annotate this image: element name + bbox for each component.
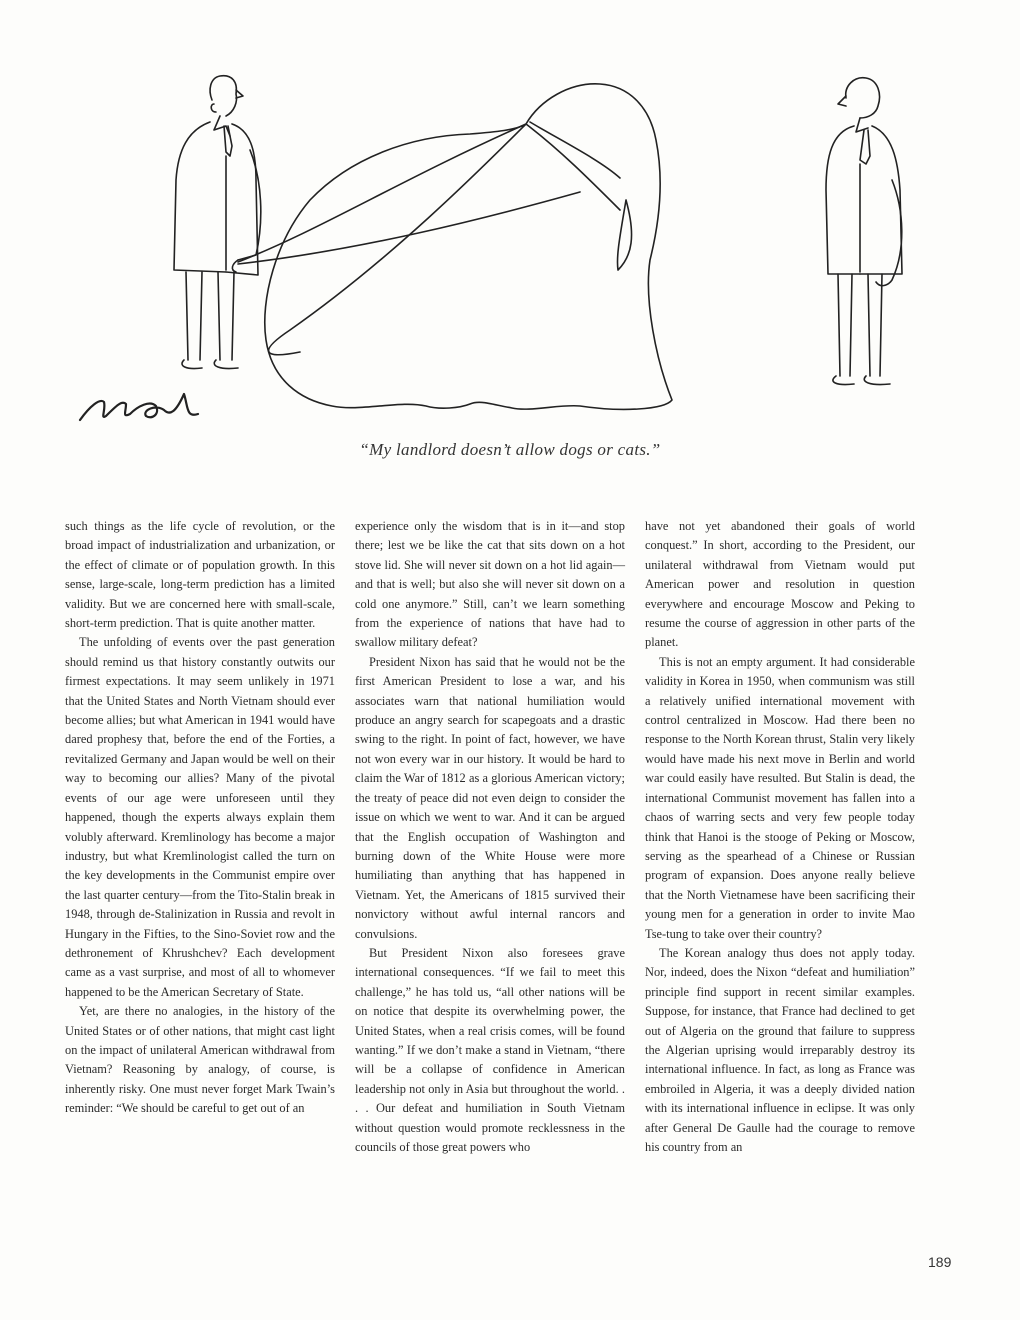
signature-mal: [80, 394, 198, 420]
paragraph: This is not an empty argument. It had considerable validity in Korea in 1950, when communism was still a relatively unified international movement with control centralized in Moscow. Had there been no response to the North Korean thrust, Stalin very likely would have made his next move in Berlin and world war could easily have resulted. But Stalin is dead, the international Communist movement has fallen into a chaos of warring sects and very few people today think that Hanoi is the stooge of Peking or Moscow, serving as the spearhead of a Chinese or Russian program of expansion. Does anyone really believe that the North Vietnamese have been sacrificing their young men for a generation in order to invite Mao Tse-tung to take over their country?: [645, 654, 915, 941]
text-column-1: [65, 517, 335, 1119]
text-column-3: [645, 517, 915, 1157]
paragraph: President Nixon has said that he would not be the first American President to lose a war, and his associates warn that national humiliation would produce an angry search for scapegoats and a drastic swing to the right. In point of fact, however, we have not won every war in our history. It would be hard to claim the War of 1812 as a glorious American victory; the treaty of peace did not even deign to consider the issue on which we went to war. And it can be argued that the English occupation of Washington and burning down of the White House were more humiliating than anything that has happened in Vietnam. Yet, the Americans of 1815 survived their nonvictory without awful internal rancors and convulsions.: [355, 654, 625, 941]
leash: [238, 124, 526, 355]
paragraph: The unfolding of events over the past generation should remind us that history constantly outwits our firmest expectations. It may seem unlikely in 1971 that the United States and North Vietnam should ever become allies; but what American in 1941 would have dared prophesy that, before the end of the Forties, a revitalized Germany and Japan would be well on their way to becoming our allies? Many of the pivotal events of our age were unforeseen until they happened, though the experts always explain them volubly afterward. Kremlinology has become a major industry, but what Kremlinologist called the turn on the key developments in the Communist empire over the last quarter century—from the Tito-Stalin break in 1948, through de-Stalinization in Russia and revolt in Hungary in the Fifties, to the Sino-Soviet row and the dethronement of Khrushchev? Each development came as a vast surprise, and most of all to whomever happened to be the American Secretary of State.: [65, 635, 335, 999]
paragraph: experience only the wisdom that is in it—and stop there; lest we be like the cat that sits down on a hot stove lid. She will never sit down on a hot lid again—and that is well; but also she will never sit down on a cold one anymore.” Still, can’t we learn something from the experience of nations that have had to swallow military defeat?: [355, 519, 625, 650]
cartoon-illustration: [60, 60, 960, 440]
cartoon-caption: “My landlord doesn’t allow dogs or cats.”: [359, 440, 661, 459]
paragraph: Yet, are there no analogies, in the history of the United States or of other nations, that might cast light on the impact of unilateral American withdrawal from Vietnam? Reasoning by analogy, of course, is inherently risky. One must never forget Mark Twain’s reminder: “We should be careful to get out of an: [65, 1004, 335, 1116]
paragraph: such things as the life cycle of revolution, or the broad impact of industrialization and urbanization, or the effect of climate or of population growth. In this sense, large-scale, long-term prediction has a limited validity. But we are concerned here with small-scale, short-term prediction. That is quite another matter.: [65, 519, 335, 631]
paragraph: have not yet abandoned their goals of world conquest.” In short, according to the President, our unilateral withdrawal from Vietnam would put American power and resolution in question everywhere and encourage Moscow and Peking to resume the course of aggression in other parts of the planet.: [645, 519, 915, 650]
man-with-leash: [174, 76, 261, 369]
text-column-2: [355, 517, 625, 1157]
man-standing: [826, 78, 902, 385]
walrus-creature: [265, 84, 672, 410]
page-number: 189: [928, 1254, 952, 1270]
paragraph: The Korean analogy thus does not apply today. Nor, indeed, does the Nixon “defeat and humiliation” principle find support in recent similar examples. Suppose, for instance, that France had declined to get out of Algeria on the ground that failure to suppress the Algerian uprising would irreparably destroy its international influence. In fact, as long as France was embroiled in Algeria, it was a deeply divided nation with its international influence in eclipse. It was only after General De Gaulle had the courage to remove his country from an: [645, 945, 915, 1154]
paragraph: But President Nixon also foresees grave international consequences. “If we fail to meet this challenge,” he has told us, “all other nations will be on notice that despite its overwhelming power, the United States, when a real crisis comes, will be found wanting.” If we don’t make a stand in Vietnam, “there will be a collapse of confidence in American leadership not only in Asia but throughout the world. . . . Our defeat and humiliation in South Vietnam without question would promote recklessness in the councils of those great powers who: [355, 945, 625, 1154]
